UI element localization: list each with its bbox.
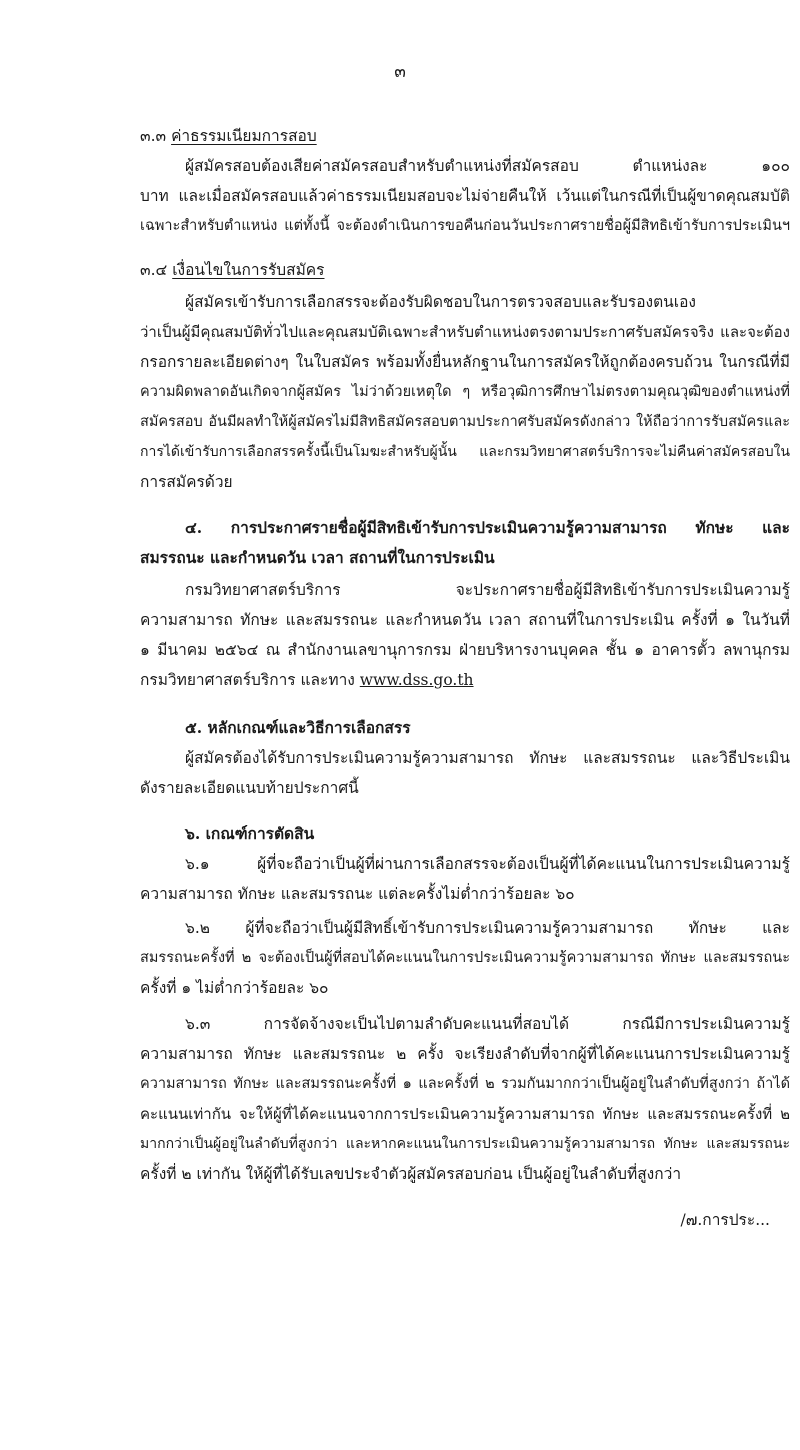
paragraph-line: ผู้สมัครเข้ารับการเลือกสรรจะต้องรับผิดชอบในการตรวจสอบและรับรองตนเอง bbox=[185, 293, 696, 311]
paragraph-line: การสมัครด้วย bbox=[140, 473, 233, 491]
section-3-3-heading bbox=[140, 126, 317, 146]
paragraph-line: ความสามารถ ทักษะ และสมรรถนะ และกำหนดวัน เวลา สถานที่ในการประเมิน ครั้งที่ ๑ ในวันที่ bbox=[140, 611, 790, 629]
paragraph-line: มากกว่าเป็นผู้อยู่ในลำดับที่สูงกว่า และหากคะแนนในการประเมินความรู้ความสามารถ ทักษะ และสมรรถนะ bbox=[140, 1136, 790, 1152]
paragraph-line: ความสามารถ ทักษะ และสมรรถนะ แต่ละครั้งไม่ต่ำกว่าร้อยละ ๖๐ bbox=[140, 885, 575, 903]
paragraph-line: ครั้งที่ ๑ ไม่ต่ำกว่าร้อยละ ๖๐ bbox=[140, 979, 329, 997]
section-3-4-heading bbox=[140, 260, 324, 280]
heading-number: ๓.๓ bbox=[140, 127, 167, 145]
paragraph-line: ความสามารถ ทักษะ และสมรรถนะครั้งที่ ๑ และครั้งที่ ๒ รวมกันมากกว่าเป็นผู้อยู่ในลำดับที่สูงกว่า ถ้าได้ bbox=[140, 1076, 790, 1092]
paragraph-line: ๖.๒ ผู้ที่จะถือว่าเป็นผู้มีสิทธิ์เข้ารับการประเมินความรู้ความสามารถ ทักษะ และ bbox=[185, 919, 790, 937]
section-6-heading: ๖. เกณฑ์การตัดสิน bbox=[185, 824, 315, 843]
paragraph-line: คะแนนเท่ากัน จะให้ผู้ที่ได้คะแนนจากการประเมินความรู้ความสามารถ ทักษะ และสมรรถนะครั้งที่ ๒ bbox=[140, 1105, 790, 1123]
paragraph-line: ผู้สมัครสอบต้องเสียค่าสมัครสอบสำหรับตำแหน่งที่สมัครสอบ ตำแหน่งละ ๑๐๐ bbox=[185, 157, 790, 175]
continuation-note: /๗.การประ... bbox=[680, 1211, 770, 1229]
paragraph-line: ๖.๓ การจัดจ้างจะเป็นไปตามลำดับคะแนนที่สอบได้ กรณีมีการประเมินความรู้ bbox=[185, 1015, 790, 1033]
paragraph-line: ดังรายละเอียดแนบท้ายประกาศนี้ bbox=[140, 779, 359, 797]
paragraph-line: ความผิดพลาดอันเกิดจากผู้สมัคร ไม่ว่าด้วยเหตุใด ๆ หรือวุฒิการศึกษาไม่ตรงตามคุณวุฒิของตำแหน่งที่ bbox=[140, 384, 790, 400]
paragraph-line: บาท และเมื่อสมัครสอบแล้วค่าธรรมเนียมสอบจะไม่จ่ายคืนให้ เว้นแต่ในกรณีที่เป็นผู้ขาดคุณสมบัติ bbox=[140, 187, 790, 205]
paragraph-line: สมรรถนะครั้งที่ ๒ จะต้องเป็นผู้ที่สอบได้คะแนนในการประเมินความรู้ความสามารถ ทักษะ และสมรรถนะ bbox=[140, 950, 790, 966]
heading-text: ค่าธรรมเนียมการสอบ bbox=[171, 127, 317, 145]
paragraph-line: ๑ มีนาคม ๒๕๖๔ ณ สำนักงานเลขานุการกรม ฝ่ายบริหารงานบุคคล ชั้น ๑ อาคารตั้ว ลพานุกรม bbox=[140, 641, 790, 659]
paragraph-line bbox=[140, 670, 474, 690]
paragraph-text: กรมวิทยาศาสตร์บริการ และทาง bbox=[140, 671, 360, 689]
paragraph-line: ๖.๑ ผู้ที่จะถือว่าเป็นผู้ที่ผ่านการเลือกสรรจะต้องเป็นผู้ที่ได้คะแนนในการประเมินความรู้ bbox=[185, 855, 790, 873]
paragraph-line: กรมวิทยาศาสตร์บริการ จะประกาศรายชื่อผู้มีสิทธิเข้ารับการประเมินความรู้ bbox=[185, 581, 790, 599]
paragraph-line: ผู้สมัครต้องได้รับการประเมินความรู้ความสามารถ ทักษะ และสมรรถนะ และวิธีประเมิน bbox=[185, 749, 790, 767]
paragraph-line: ความสามารถ ทักษะ และสมรรถนะ ๒ ครั้ง จะเรียงลำดับที่จากผู้ที่ได้คะแนนการประเมินความรู้ bbox=[140, 1045, 790, 1063]
paragraph-line: ครั้งที่ ๒ เท่ากัน ให้ผู้ที่ได้รับเลขประจำตัวผู้สมัครสอบก่อน เป็นผู้อยู่ในลำดับที่สูงกว่า bbox=[140, 1165, 682, 1183]
heading-number: ๓.๔ bbox=[140, 261, 168, 279]
paragraph-line: สมัครสอบ อันมีผลทำให้ผู้สมัครไม่มีสิทธิสมัครสอบตามประกาศรับสมัครดังกล่าว ให้ถือว่าการรับสมัครและ bbox=[140, 414, 790, 430]
page-number: ๓ bbox=[394, 62, 406, 82]
heading-text: เงื่อนไขในการรับสมัคร bbox=[172, 261, 325, 279]
section-4-heading: ๔. การประกาศรายชื่อผู้มีสิทธิเข้ารับการประเมินความรู้ความสามารถ ทักษะ และ bbox=[185, 518, 790, 537]
section-5-heading: ๕. หลักเกณฑ์และวิธีการเลือกสรร bbox=[185, 718, 411, 737]
paragraph-line: เฉพาะสำหรับตำแหน่ง แต่ทั้งนี้ จะต้องดำเนินการขอคืนก่อนวันประกาศรายชื่อผู้มีสิทธิเข้ารับการประเมินฯ bbox=[140, 218, 790, 234]
website-link[interactable]: www.dss.go.th bbox=[359, 671, 474, 689]
paragraph-line: กรอกรายละเอียดต่างๆ ในใบสมัคร พร้อมทั้งยื่นหลักฐานในการสมัครให้ถูกต้องครบถ้วน ในกรณีที่มี bbox=[140, 353, 790, 371]
section-4-heading: สมรรถนะ และกำหนดวัน เวลา สถานที่ในการประเมิน bbox=[140, 548, 495, 567]
paragraph-line: ว่าเป็นผู้มีคุณสมบัติทั่วไปและคุณสมบัติเฉพาะสำหรับตำแหน่งตรงตามประกาศรับสมัครจริง และจะต้อง bbox=[140, 323, 790, 341]
paragraph-line: การได้เข้ารับการเลือกสรรครั้งนี้เป็นโมฆะสำหรับผู้นั้น และกรมวิทยาศาสตร์บริการจะไม่คืนค่าสมัครสอบใน bbox=[140, 444, 790, 460]
